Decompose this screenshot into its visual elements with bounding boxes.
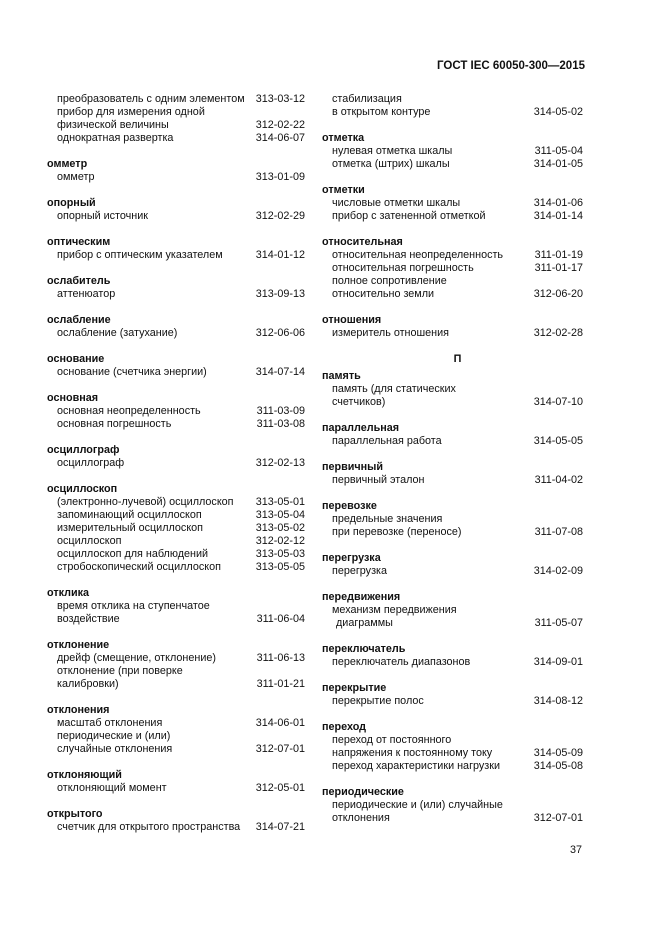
entry-code: 314-05-05: [533, 435, 583, 447]
index-entry: [322, 249, 583, 262]
index-group: [322, 591, 583, 630]
index-heading: отклоняющий: [47, 769, 122, 781]
index-heading: периодические: [322, 786, 404, 798]
entry-term-line: запоминающий осциллоскоп: [57, 509, 202, 521]
index-heading: память: [322, 370, 361, 382]
entry-term: [47, 288, 115, 301]
entry-term-line: масштаб отклонения: [57, 717, 163, 729]
index-entry: [47, 171, 305, 184]
entry-term-line: измеритель отношения: [332, 327, 450, 339]
index-entry: [47, 535, 305, 548]
entry-code: 314-01-12: [255, 249, 305, 261]
index-entry: [322, 656, 583, 669]
entry-code: 311-04-02: [534, 474, 583, 486]
index-entry: [322, 435, 583, 448]
index-group: [322, 353, 583, 409]
index-group: [47, 444, 305, 470]
index-heading: переключатель: [322, 643, 406, 655]
entry-code: 312-07-01: [255, 743, 305, 755]
entry-code: 314-06-01: [255, 717, 305, 729]
entry-term: [47, 93, 245, 106]
index-group: [47, 236, 305, 262]
entry-code: 311-03-08: [256, 418, 305, 430]
index-group: [322, 236, 583, 301]
index-heading: перевозке: [322, 500, 377, 512]
entry-term-line: переход характеристики нагрузки: [332, 760, 500, 772]
entry-code: 312-02-22: [255, 119, 305, 131]
entry-term-line: счетчиков): [332, 396, 386, 408]
entry-term: [322, 275, 447, 301]
index-group: [47, 392, 305, 431]
entry-code: 314-05-09: [533, 747, 583, 759]
entry-term-line: периодические и (или) случайные: [332, 799, 503, 811]
entry-term: [322, 565, 387, 578]
index-entry: [322, 383, 583, 409]
entry-code: 312-02-13: [255, 457, 305, 469]
index-entry: [322, 93, 583, 119]
index-group: [47, 769, 305, 795]
entry-code: 314-02-09: [533, 565, 583, 577]
index-group: [47, 704, 305, 756]
index-entry: [322, 145, 583, 158]
entry-term-line: калибровки): [57, 678, 119, 690]
entry-term: [47, 496, 234, 509]
entry-term-line: переключатель диапазонов: [332, 656, 471, 668]
index-entry: [322, 327, 583, 340]
entry-term-line: прибор с оптическим указателем: [57, 249, 223, 261]
index-group: [47, 275, 305, 301]
entry-code: 314-08-12: [533, 695, 583, 707]
index-entry: [322, 513, 583, 539]
entry-term: [322, 262, 474, 275]
entry-term-line: случайные отклонения: [57, 743, 173, 755]
entry-term: [47, 652, 216, 665]
entry-term: [322, 327, 449, 340]
index-entry: [47, 522, 305, 535]
index-group: [322, 422, 583, 448]
entry-term-line: относительная неопределенность: [332, 249, 504, 261]
entry-term-line: относительная погрешность: [332, 262, 474, 274]
entry-term: [47, 821, 240, 834]
index-heading: ослабитель: [47, 275, 111, 287]
entry-term: [322, 604, 457, 630]
index-heading: передвижения: [322, 591, 401, 603]
entry-code: 311-05-07: [534, 617, 583, 629]
index-entry: [322, 604, 583, 630]
index-entry: [47, 288, 305, 301]
index-entry: [47, 717, 305, 730]
entry-code: 311-03-09: [256, 405, 305, 417]
entry-code: 312-07-01: [533, 812, 583, 824]
index-entry: [47, 665, 305, 691]
entry-code: 312-06-06: [255, 327, 305, 339]
entry-code: 312-02-12: [255, 535, 305, 547]
entry-code: 314-07-10: [533, 396, 583, 408]
index-heading: основание: [47, 353, 105, 365]
entry-term-line: в открытом контуре: [332, 106, 431, 118]
index-entry: [322, 275, 583, 301]
entry-term-line: предельные значения: [332, 513, 443, 525]
entry-term-line: относительно земли: [332, 288, 435, 300]
entry-term: [47, 600, 210, 626]
entry-term-line: отметка (штрих) шкалы: [332, 158, 450, 170]
entry-term: [47, 509, 202, 522]
entry-code: 314-06-07: [255, 132, 305, 144]
entry-term-line: время отклика на ступенчатое: [57, 600, 210, 612]
entry-term-line: числовые отметки шкалы: [332, 197, 461, 209]
entry-term: [322, 474, 425, 487]
index-group: [322, 786, 583, 825]
index-group: [322, 500, 583, 539]
index-entry: [47, 249, 305, 262]
index-entry: [47, 93, 305, 106]
entry-term-line: прибор с затененной отметкой: [332, 210, 486, 222]
entry-term-line: периодические и (или): [57, 730, 171, 742]
entry-term: [47, 548, 208, 561]
index-group: [322, 184, 583, 223]
entry-term: [322, 383, 456, 409]
entry-code: 313-05-02: [255, 522, 305, 534]
entry-code: 311-01-21: [256, 678, 305, 690]
index-heading: первичный: [322, 461, 384, 473]
entry-term-line: воздействие: [57, 613, 120, 625]
index-heading: осциллоскоп: [47, 483, 118, 495]
entry-term-line: перегрузка: [332, 565, 387, 577]
entry-term-line: основная неопределенность: [57, 405, 201, 417]
index-group: [322, 643, 583, 669]
entry-term: [47, 665, 183, 691]
entry-term-line: первичный эталон: [332, 474, 425, 486]
entry-term: [322, 799, 503, 825]
index-group: [322, 461, 583, 487]
entry-term: [47, 535, 121, 548]
entry-code: 314-01-05: [533, 158, 583, 170]
entry-code: 314-05-08: [533, 760, 583, 772]
index-group: [322, 682, 583, 708]
index-entry: [322, 695, 583, 708]
entry-term-line: память (для статических: [332, 383, 456, 395]
index-entry: [47, 457, 305, 470]
entry-code: 314-01-14: [533, 210, 583, 222]
index-heading: опорный: [47, 197, 96, 209]
entry-term: [47, 730, 172, 756]
entry-term: [322, 249, 503, 262]
entry-code: 313-05-05: [255, 561, 305, 573]
index-entry: [322, 760, 583, 773]
entry-code: 313-05-04: [255, 509, 305, 521]
entry-term: [322, 210, 486, 223]
entry-code: 313-05-01: [255, 496, 305, 508]
index-entry: [322, 197, 583, 210]
index-group: [47, 93, 305, 145]
entry-term-line: стробоскопический осциллоскоп: [57, 561, 221, 573]
entry-term: [47, 418, 171, 431]
entry-term: [322, 656, 470, 669]
index-entry: [47, 327, 305, 340]
entry-term-line: счетчик для открытого пространства: [57, 821, 241, 833]
page-number: 37: [569, 844, 582, 856]
entry-term: [47, 366, 207, 379]
index-group: [322, 93, 583, 119]
entry-term: [47, 327, 177, 340]
entry-term: [322, 734, 492, 760]
entry-term: [47, 106, 205, 132]
index-heading: отклонение: [47, 639, 110, 651]
index-heading: отклонения: [47, 704, 110, 716]
index-heading: перегрузка: [322, 552, 381, 564]
entry-term-line: осциллограф: [57, 457, 125, 469]
index-entry: [47, 132, 305, 145]
letter-heading: П: [453, 353, 462, 365]
entry-term-line: переход от постоянного: [332, 734, 452, 746]
entry-term-line: нулевая отметка шкалы: [332, 145, 453, 157]
entry-term-line: омметр: [57, 171, 95, 183]
index-heading: параллельная: [322, 422, 400, 434]
index-column-right: [322, 93, 583, 838]
entry-term-line: осциллоскоп: [57, 535, 122, 547]
index-heading: открытого: [47, 808, 103, 820]
index-entry: [322, 474, 583, 487]
entry-code: 314-07-21: [255, 821, 305, 833]
index-group: [322, 132, 583, 171]
index-heading: омметр: [47, 158, 88, 170]
entry-term: [322, 513, 461, 539]
index-heading: перекрытие: [322, 682, 387, 694]
index-group: [47, 639, 305, 691]
index-entry: [47, 548, 305, 561]
entry-term: [322, 197, 460, 210]
entry-term-line: аттенюатор: [57, 288, 116, 300]
entry-term-line: основная погрешность: [57, 418, 172, 430]
index-entry: [47, 405, 305, 418]
entry-term: [47, 561, 221, 574]
index-heading: отношения: [322, 314, 382, 326]
index-entry: [47, 509, 305, 522]
entry-term-line: отклонения: [332, 812, 390, 824]
index-group: [47, 587, 305, 626]
entry-term-line: ослабление (затухание): [57, 327, 178, 339]
entry-term-line: опорный источник: [57, 210, 148, 222]
entry-term: [322, 695, 424, 708]
index-entry: [47, 730, 305, 756]
entry-code: 313-03-12: [255, 93, 305, 105]
entry-term: [47, 249, 223, 262]
index-group: [322, 721, 583, 773]
index-heading: осциллограф: [47, 444, 120, 456]
index-heading: относительная: [322, 236, 403, 248]
entry-term: [322, 145, 452, 158]
index-heading: отклика: [47, 587, 90, 599]
entry-term-line: напряжения к постоянному току: [332, 747, 493, 759]
index-entry: [322, 799, 583, 825]
index-heading: основная: [47, 392, 99, 404]
entry-code: 314-05-02: [533, 106, 583, 118]
entry-code: 313-09-13: [255, 288, 305, 300]
entry-term-line: при перевозке (переносе): [332, 526, 462, 538]
index-group: [47, 483, 305, 574]
entry-code: 311-07-08: [534, 526, 583, 538]
entry-term: [322, 93, 430, 119]
entry-code: 314-09-01: [533, 656, 583, 668]
index-entry: [47, 496, 305, 509]
entry-code: 311-06-13: [256, 652, 305, 664]
entry-term-line: диаграммы: [336, 617, 393, 629]
index-entry: [322, 565, 583, 578]
entry-term-line: отклоняющий момент: [57, 782, 167, 794]
entry-term-line: основание (счетчика энергии): [57, 366, 207, 378]
index-entry: [47, 561, 305, 574]
index-group: [47, 158, 305, 184]
index-group: [322, 552, 583, 578]
index-heading: ослабление: [47, 314, 111, 326]
index-heading: отметка: [322, 132, 365, 144]
entry-term: [47, 522, 203, 535]
entry-term: [47, 210, 148, 223]
entry-term: [322, 158, 450, 171]
entry-code: 311-01-19: [534, 249, 583, 261]
entry-code: 312-02-28: [533, 327, 583, 339]
index-entry: [47, 210, 305, 223]
index-group: [47, 197, 305, 223]
entry-term-line: отклонение (при поверке: [57, 665, 183, 677]
entry-term-line: прибор для измерения одной: [57, 106, 205, 118]
index-heading: оптическим: [47, 236, 111, 248]
entry-code: 312-06-20: [533, 288, 583, 300]
index-entry: [322, 262, 583, 275]
index-entry: [47, 652, 305, 665]
entry-term-line: стабилизация: [332, 93, 402, 105]
entry-term: [47, 171, 94, 184]
page-header: ГОСТ IEC 60050-300—2015: [437, 60, 585, 72]
entry-term: [47, 132, 173, 145]
entry-term: [47, 782, 167, 795]
index-heading: переход: [322, 721, 367, 733]
index-entry: [47, 418, 305, 431]
entry-code: 311-01-17: [534, 262, 583, 274]
entry-term-line: осциллоскоп для наблюдений: [57, 548, 209, 560]
index-group: [322, 314, 583, 340]
entry-term: [322, 435, 442, 448]
index-entry: [47, 600, 305, 626]
entry-term: [322, 760, 500, 773]
index-entry: [47, 366, 305, 379]
entry-term-line: механизм передвижения: [332, 604, 457, 616]
index-entry: [322, 210, 583, 223]
entry-term-line: параллельная работа: [332, 435, 442, 447]
entry-term-line: (электронно-лучевой) осциллоскоп: [57, 496, 234, 508]
index-group: [47, 808, 305, 834]
entry-code: 312-05-01: [255, 782, 305, 794]
entry-code: 312-02-29: [255, 210, 305, 222]
index-entry: [322, 734, 583, 760]
entry-code: 311-05-04: [534, 145, 583, 157]
entry-term-line: дрейф (смещение, отклонение): [57, 652, 216, 664]
entry-term-line: однократная развертка: [57, 132, 174, 144]
index-entry: [47, 821, 305, 834]
entry-code: 314-07-14: [255, 366, 305, 378]
index-column-left: [47, 93, 305, 847]
index-entry: [47, 782, 305, 795]
entry-code: 314-01-06: [533, 197, 583, 209]
entry-term: [47, 457, 124, 470]
index-heading: отметки: [322, 184, 365, 196]
entry-code: 313-01-09: [255, 171, 305, 183]
entry-term-line: преобразователь с одним элементом: [57, 93, 245, 105]
entry-term-line: полное сопротивление: [332, 275, 447, 287]
entry-code: 313-05-03: [255, 548, 305, 560]
entry-term: [47, 717, 162, 730]
entry-term-line: перекрытие полос: [332, 695, 424, 707]
index-entry: [47, 106, 305, 132]
entry-term-line: физической величины: [57, 119, 169, 131]
index-group: [47, 314, 305, 340]
entry-code: 311-06-04: [256, 613, 305, 625]
entry-term: [47, 405, 201, 418]
index-group: [47, 353, 305, 379]
index-entry: [322, 158, 583, 171]
entry-term-line: измерительный осциллоскоп: [57, 522, 204, 534]
